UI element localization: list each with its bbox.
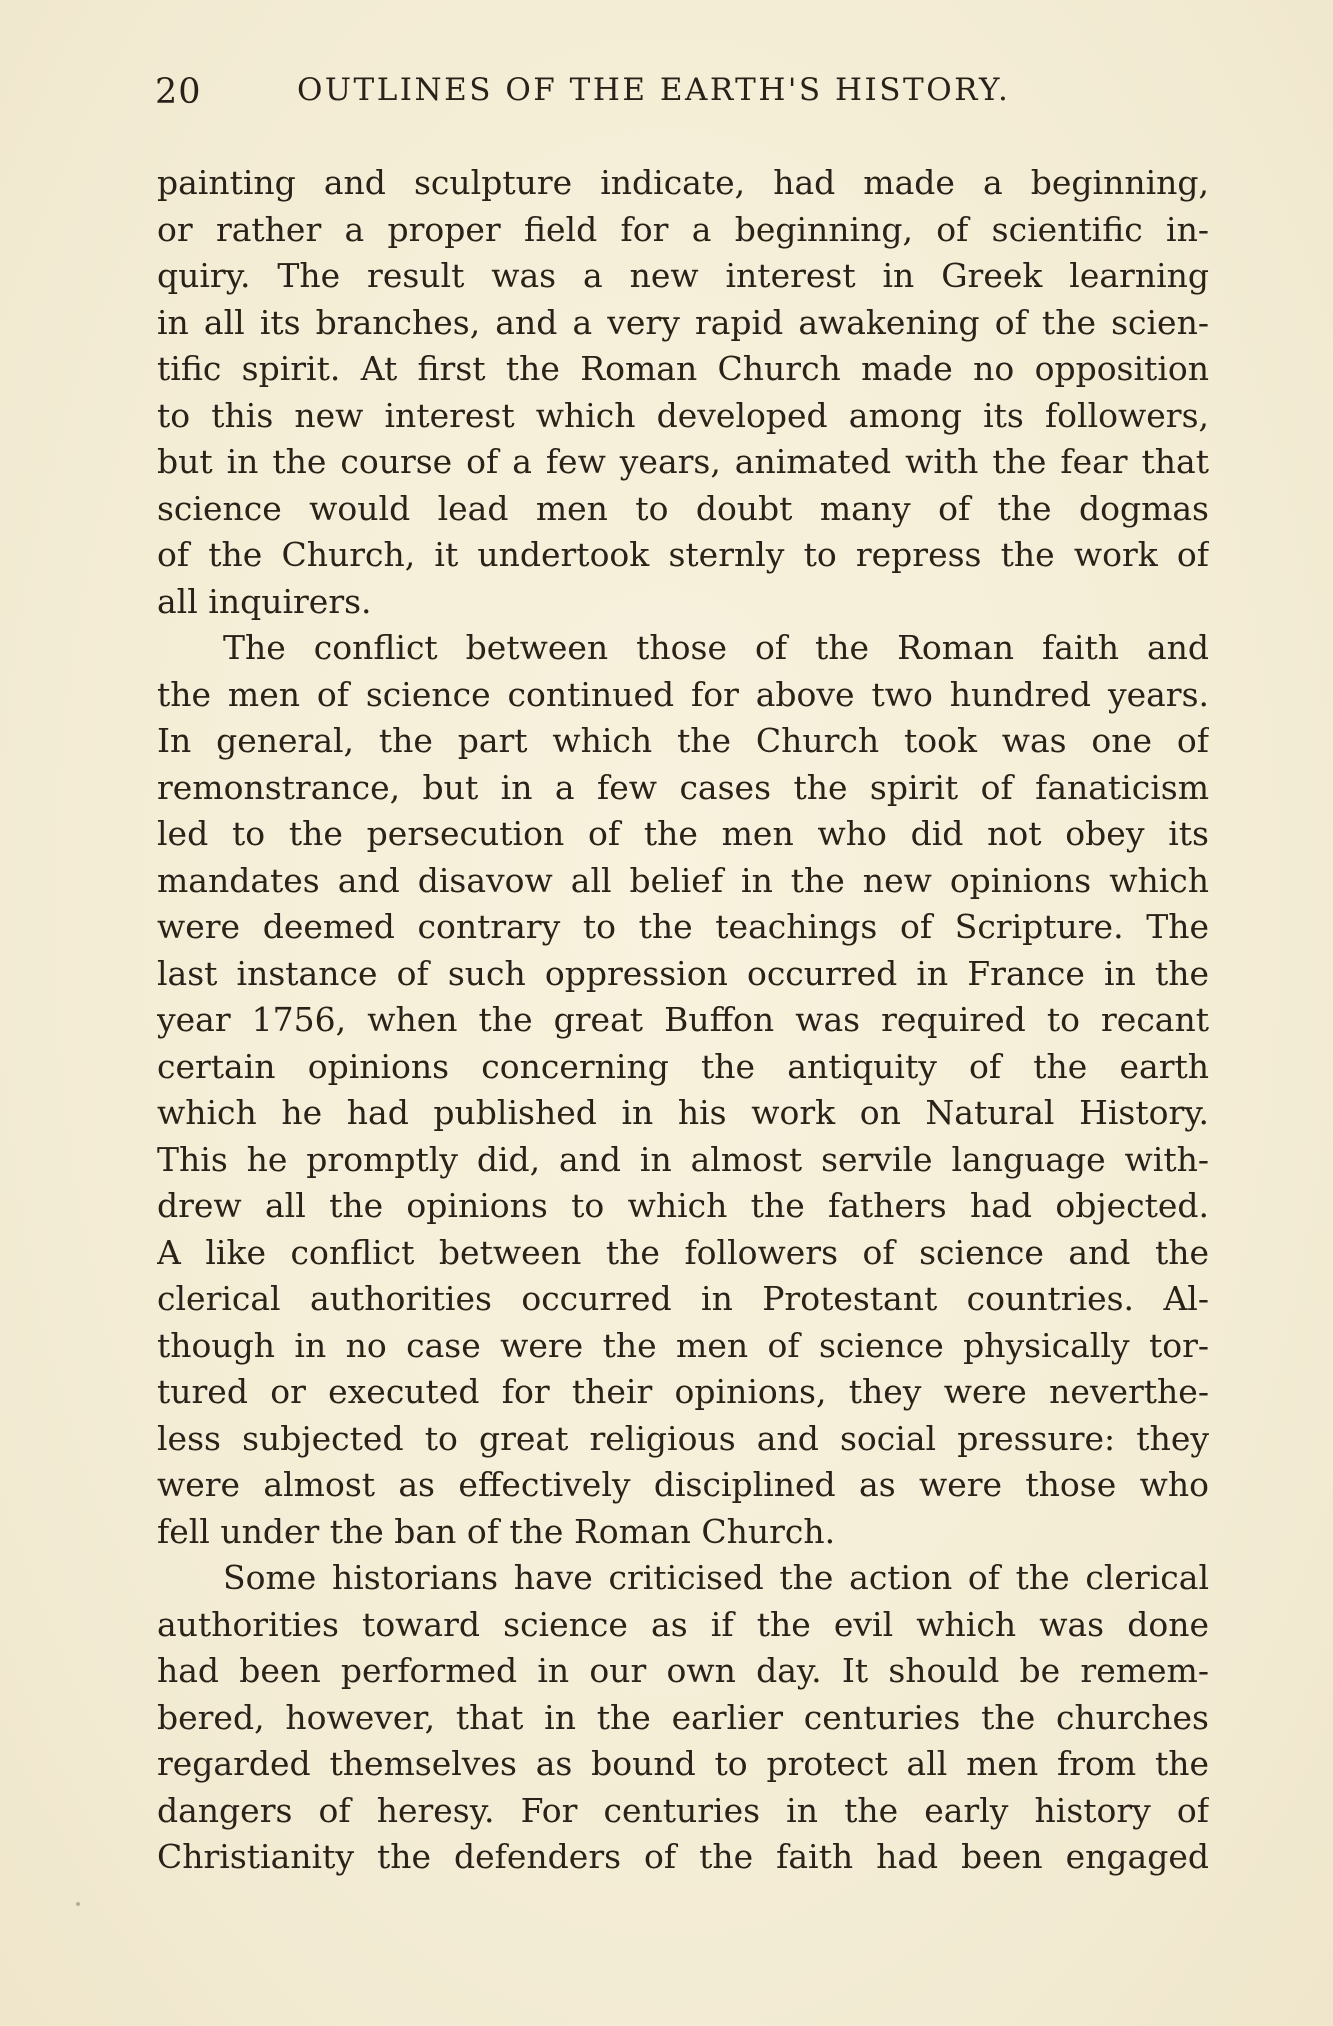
text-line: The conflict between those of the Roman faith and (223, 628, 1209, 667)
text-line: A like conflict between the followers of science and the (157, 1232, 1209, 1272)
text-line: or rather a proper field for a beginning, of scientific in- (157, 209, 1209, 249)
text-line: of the Church, it undertook sternly to repress the work of (157, 535, 1209, 574)
text-line: certain opinions concerning the antiquity of the earth (157, 1046, 1209, 1086)
text-line: This he promptly did, and in almost servile language with- (157, 1139, 1209, 1179)
text-line: regarded themselves as bound to protect all men from the (157, 1744, 1209, 1783)
text-line: science would lead men to doubt many of the dogmas (157, 488, 1209, 528)
text-line: quiry. The result was a new interest in Greek learning (157, 256, 1209, 295)
text-line: Christianity the defenders of the faith had been engaged (157, 1837, 1209, 1876)
text-line: authorities toward science as if the evil which was done (157, 1604, 1209, 1644)
text-line: last instance of such oppression occurred in France in the (157, 953, 1209, 993)
body-text (157, 160, 1209, 1881)
text-line: in all its branches, and a very rapid awakening of the scien- (157, 302, 1209, 342)
text-line: In general, the part which the Church took was one of (157, 721, 1209, 760)
text-line: less subjected to great religious and social pressure: they (157, 1418, 1209, 1458)
paragraph-2 (157, 625, 1209, 1555)
text-line: drew all the opinions to which the fathers had objected. (157, 1186, 1209, 1225)
text-line: mandates and disavow all belief in the new opinions which (157, 860, 1209, 900)
text-line: tific spirit. At first the Roman Church made no opposition (157, 349, 1209, 388)
text-line: which he had published in his work on Natural History. (157, 1093, 1209, 1132)
text-line: led to the persecution of the men who did not obey its (157, 814, 1209, 853)
text-line: painting and sculpture indicate, had made a beginning, (157, 163, 1209, 202)
text-line: Some historians have criticised the action of the clerical (223, 1558, 1209, 1597)
running-head (155, 72, 1215, 122)
text-line: though in no case were the men of science physically tor- (157, 1325, 1209, 1365)
text-line: but in the course of a few years, animated with the fear that (157, 442, 1209, 481)
text-line: bered, however, that in the earlier centuries the churches (157, 1697, 1209, 1737)
text-line: had been performed in our own day. It should be remem- (157, 1651, 1209, 1690)
text-line: clerical authorities occurred in Protestant countries. Al- (157, 1279, 1209, 1318)
text-line: dangers of heresy. For centuries in the early history of (157, 1790, 1209, 1830)
running-title: OUTLINES OF THE EARTH'S HISTORY. (297, 72, 1011, 108)
text-line: fell under the ban of the Roman Church. (157, 1511, 836, 1551)
paragraph-1 (157, 160, 1209, 625)
text-line: the men of science continued for above two hundred years. (157, 674, 1209, 714)
paragraph-3 (157, 1555, 1209, 1881)
page-number: 20 (155, 72, 202, 112)
text-line: remonstrance, but in a few cases the spirit of fanaticism (157, 767, 1209, 807)
text-line: to this new interest which developed among its followers, (157, 395, 1209, 435)
text-line: tured or executed for their opinions, they were neverthe- (157, 1372, 1209, 1411)
paper-speck (76, 1902, 80, 1906)
text-line: were deemed contrary to the teachings of Scripture. The (157, 907, 1209, 946)
text-line: were almost as effectively disciplined as were those who (157, 1465, 1209, 1504)
text-line: year 1756, when the great Buffon was required to recant (157, 1000, 1209, 1039)
text-line: all inquirers. (157, 581, 372, 621)
